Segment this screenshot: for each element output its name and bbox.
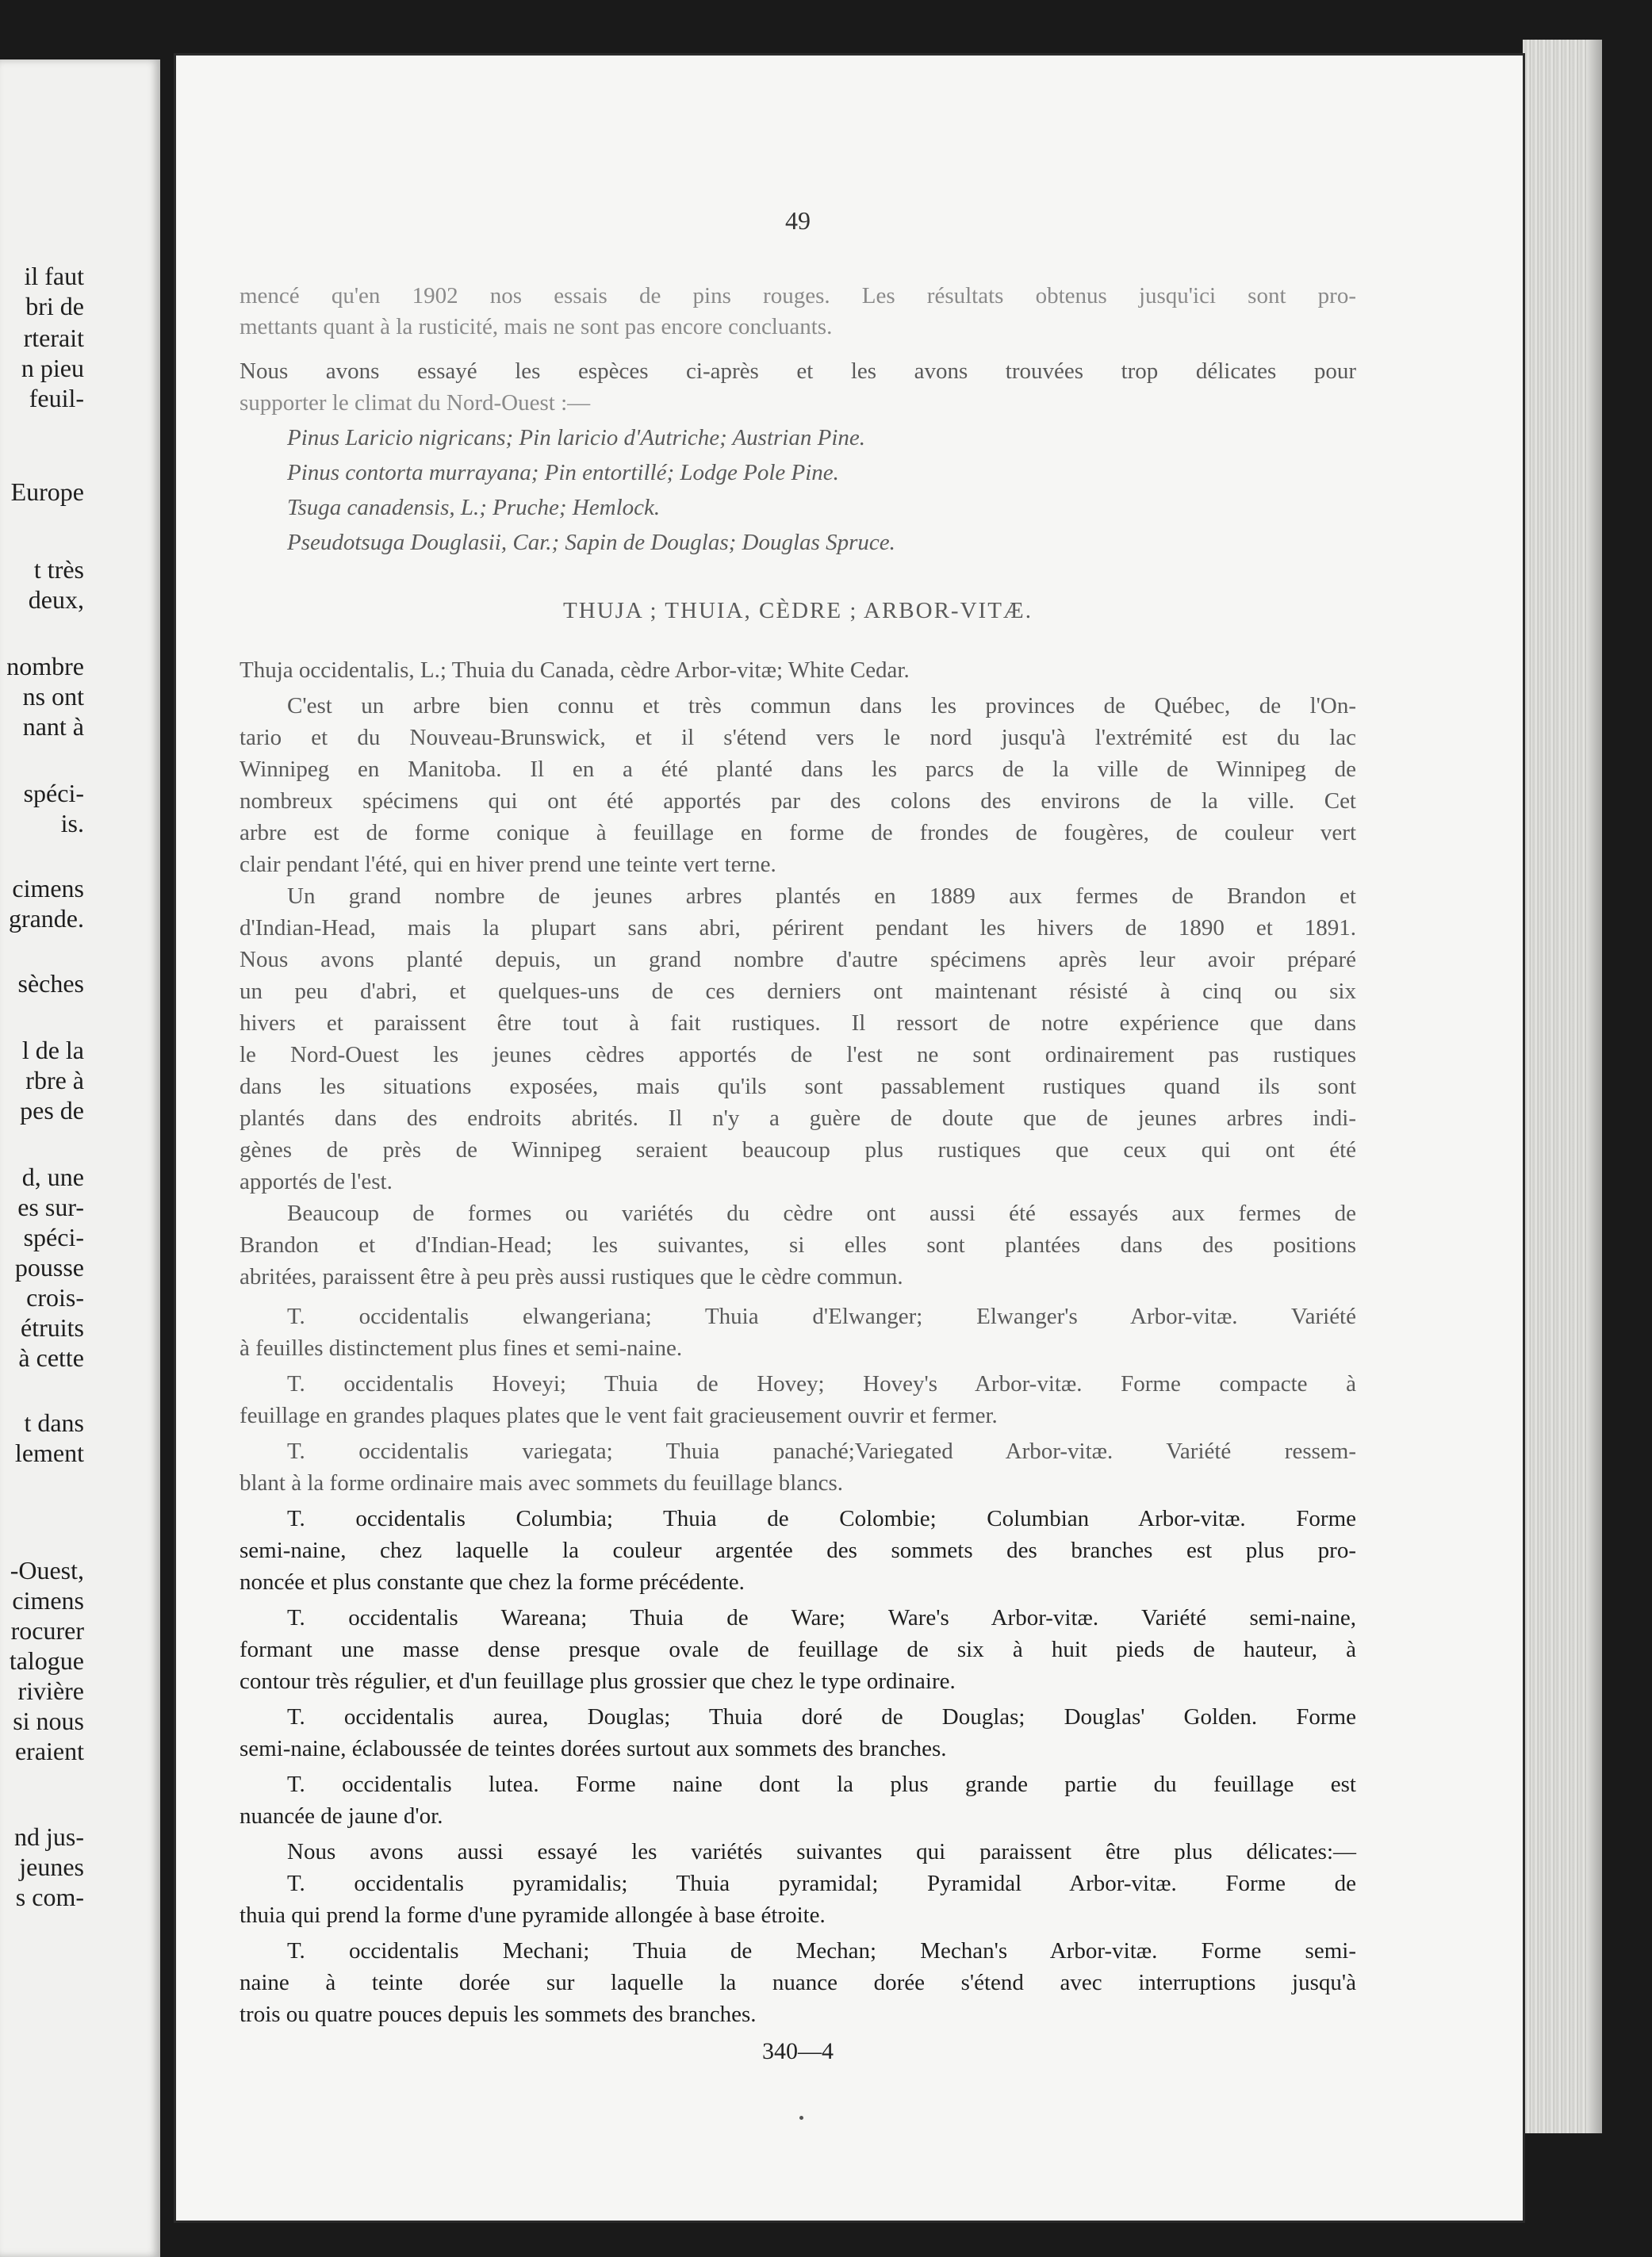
- variety-line: T. occidentalis Mechani; Thuia de Mechan; Mechan's Arbor-vitæ. Forme semi-: [287, 1938, 1356, 1964]
- text-line: noncée et plus constante que chez la forme précédente.: [240, 1569, 745, 1595]
- facing-page-fragment: rbre à: [25, 1066, 84, 1094]
- facing-page-fragment: étruits: [21, 1313, 84, 1342]
- text-line: gènes de près de Winnipeg seraient beaucoup plus rustiques que ceux qui ont été: [240, 1137, 1356, 1163]
- text-line: mettants quant à la rusticité, mais ne sont pas encore concluants.: [240, 314, 833, 339]
- facing-page-fragment: jeunes: [19, 1853, 84, 1881]
- facing-page-fragment: crois-: [26, 1283, 84, 1312]
- facing-page-fragment: il faut: [24, 262, 84, 290]
- folio-signature: 340—4: [762, 2038, 834, 2064]
- facing-page-fragment: -Ouest,: [10, 1556, 84, 1584]
- facing-page-fragment: Europe: [10, 477, 84, 506]
- variety-line: T. occidentalis aurea, Douglas; Thuia doré de Douglas; Douglas' Golden. Forme: [287, 1704, 1356, 1730]
- species-line: Tsuga canadensis, L.; Pruche; Hemlock.: [287, 495, 661, 520]
- species-line: Pinus Laricio nigricans; Pin laricio d'Autriche; Austrian Pine.: [287, 425, 866, 450]
- text-line: nombreux spécimens qui ont été apportés par des colons des environs de la ville. Cet: [240, 788, 1356, 814]
- facing-page-fragment: spéci-: [23, 779, 84, 807]
- variety-line: T. occidentalis variegata; Thuia panaché;Variegated Arbor-vitæ. Variété ressem-: [287, 1439, 1356, 1464]
- facing-page-fragment: t dans: [24, 1408, 84, 1437]
- facing-page-fragment: spéci-: [23, 1223, 84, 1251]
- species-line: Pinus contorta murrayana; Pin entortillé; Lodge Pole Pine.: [287, 460, 839, 485]
- text-line: trois ou quatre pouces depuis les sommets des branches.: [240, 2002, 757, 2027]
- text-line: Thuja occidentalis, L.; Thuia du Canada, cèdre Arbor-vitæ; White Cedar.: [240, 657, 910, 683]
- variety-line: T. occidentalis Columbia; Thuia de Colombie; Columbian Arbor-vitæ. Forme: [287, 1506, 1356, 1531]
- facing-page-fragment: feuil-: [29, 384, 84, 412]
- facing-page-fragment: sèches: [17, 969, 84, 998]
- text-line: formant une masse dense presque ovale de feuillage de six à huit pieds de hauteur, à: [240, 1637, 1356, 1662]
- text-line: naine à teinte dorée sur laquelle la nuance dorée s'étend avec interruptions jusqu'à: [240, 1970, 1356, 1995]
- text-line: mencé qu'en 1902 nos essais de pins rouges. Les résultats obtenus jusqu'ici sont pro-: [240, 283, 1356, 308]
- facing-page-fragment: nd jus-: [14, 1822, 84, 1851]
- scanned-page: [176, 56, 1523, 2221]
- text-line: thuia qui prend la forme d'une pyramide allongée à base étroite.: [240, 1903, 826, 1928]
- facing-page-fragment: eraient: [14, 1737, 84, 1765]
- text-line: clair pendant l'été, qui en hiver prend une teinte vert terne.: [240, 852, 776, 877]
- facing-page-fragment: rivière: [17, 1676, 84, 1705]
- variety-line: T. occidentalis Wareana; Thuia de Ware; Ware's Arbor-vitæ. Variété semi-naine,: [287, 1605, 1356, 1630]
- facing-page-fragment: n pieu: [21, 354, 84, 382]
- text-line: Nous avons essayé les espèces ci-après et les avons trouvées trop délicates pour: [240, 358, 1356, 384]
- text-line: nuancée de jaune d'or.: [240, 1803, 443, 1829]
- text-line: semi-naine, chez laquelle la couleur argentée des sommets des branches est plus pro-: [240, 1538, 1356, 1563]
- facing-page-fragment: is.: [60, 809, 84, 837]
- facing-page-fragment: es sur-: [17, 1193, 84, 1221]
- text-line: arbre est de forme conique à feuillage en forme de frondes de fougères, de couleur vert: [240, 820, 1356, 845]
- text-line: dans les situations exposées, mais qu'ils sont passablement rustiques quand ils sont: [240, 1074, 1356, 1099]
- text-line: plantés dans des endroits abrités. Il n'y a guère de doute que de jeunes arbres indi-: [240, 1106, 1356, 1131]
- section-heading: THUJA ; THUIA, CÈDRE ; ARBOR-VITÆ.: [563, 598, 1033, 623]
- facing-page-fragment: à cette: [18, 1343, 84, 1372]
- facing-page-fragment: deux,: [28, 585, 84, 614]
- text-line: semi-naine, éclaboussée de teintes dorées surtout aux sommets des branches.: [240, 1736, 947, 1761]
- text-line: Winnipeg en Manitoba. Il en a été planté dans les parcs de la ville de Winnipeg de: [240, 757, 1356, 782]
- facing-page-fragment: l de la: [21, 1036, 84, 1064]
- text-line: blant à la forme ordinaire mais avec sommets du feuillage blancs.: [240, 1470, 843, 1496]
- variety-line: T. occidentalis pyramidalis; Thuia pyramidal; Pyramidal Arbor-vitæ. Forme de: [287, 1871, 1356, 1896]
- facing-page-fragment: s com-: [15, 1883, 84, 1911]
- text-line: d'Indian-Head, mais la plupart sans abri, périrent pendant les hivers de 1890 et 1891.: [240, 915, 1356, 941]
- text-line: apportés de l'est.: [240, 1169, 393, 1194]
- text-line: Beaucoup de formes ou variétés du cèdre ont aussi été essayés aux fermes de: [287, 1201, 1356, 1226]
- facing-page-fragment: nant à: [22, 712, 84, 741]
- facing-page-fragment: d, une: [21, 1163, 84, 1191]
- text-line: C'est un arbre bien connu et très commun dans les provinces de Québec, de l'On-: [287, 693, 1356, 718]
- stacked-page-edges: [1523, 40, 1602, 2133]
- facing-page-fragment: rocurer: [10, 1616, 84, 1645]
- text-line: un peu d'abri, et quelques-uns de ces derniers ont maintenant résisté à cinq ou six: [240, 979, 1356, 1004]
- facing-page-fragment: grande.: [8, 904, 84, 933]
- facing-page-fragment: nombre: [6, 652, 84, 680]
- text-line: Brandon et d'Indian-Head; les suivantes, si elles sont plantées dans des positions: [240, 1232, 1356, 1258]
- text-line: supporter le climat du Nord-Ouest :—: [240, 390, 591, 416]
- facing-page-fragment: pousse: [14, 1253, 84, 1282]
- text-line: hivers et paraissent être tout à fait rustiques. Il ressort de notre expérience que dans: [240, 1010, 1356, 1036]
- facing-page-fragment: cimens: [12, 874, 84, 902]
- text-line: tario et du Nouveau-Brunswick, et il s'étend vers le nord jusqu'à l'extrémité est du lac: [240, 725, 1356, 750]
- facing-page-fragment: si nous: [13, 1707, 84, 1735]
- variety-line: T. occidentalis lutea. Forme naine dont la plus grande partie du feuillage est: [287, 1772, 1356, 1797]
- text-line: le Nord-Ouest les jeunes cèdres apportés de l'est ne sont ordinairement pas rustiques: [240, 1042, 1356, 1067]
- scan-speck: [799, 2116, 803, 2120]
- text-line: à feuilles distinctement plus fines et semi-naine.: [240, 1335, 683, 1361]
- facing-page-fragment: ns ont: [22, 682, 84, 711]
- text-line: abritées, paraissent être à peu près aussi rustiques que le cèdre commun.: [240, 1264, 903, 1289]
- text-line: feuillage en grandes plaques plates que le vent fait gracieusement ouvrir et fermer.: [240, 1403, 998, 1428]
- text-line: Nous avons planté depuis, un grand nombre d'autre spécimens après leur avoir préparé: [240, 947, 1356, 972]
- facing-page-fragment: rterait: [23, 324, 84, 352]
- page-number: 49: [785, 206, 811, 235]
- variety-line: T. occidentalis elwangeriana; Thuia d'Elwanger; Elwanger's Arbor-vitæ. Variété: [287, 1304, 1356, 1329]
- facing-page-fragment: t très: [33, 555, 84, 584]
- facing-page-fragment: bri de: [25, 292, 84, 320]
- facing-page-fragment: pes de: [20, 1096, 84, 1125]
- facing-page-fragment: lement: [14, 1439, 84, 1467]
- facing-page-fragment: cimens: [12, 1586, 84, 1615]
- facing-page-fragment: talogue: [9, 1646, 84, 1675]
- text-line: Un grand nombre de jeunes arbres plantés en 1889 aux fermes de Brandon et: [287, 883, 1356, 909]
- variety-line: T. occidentalis Hoveyi; Thuia de Hovey; Hovey's Arbor-vitæ. Forme compacte à: [287, 1371, 1356, 1397]
- facing-page-edge: [0, 59, 160, 2257]
- text-line: Nous avons aussi essayé les variétés suivantes qui paraissent être plus délicates:—: [287, 1839, 1356, 1864]
- text-line: contour très régulier, et d'un feuillage plus grossier que chez le type ordinaire.: [240, 1669, 956, 1694]
- species-line: Pseudotsuga Douglasii, Car.; Sapin de Douglas; Douglas Spruce.: [287, 530, 895, 555]
